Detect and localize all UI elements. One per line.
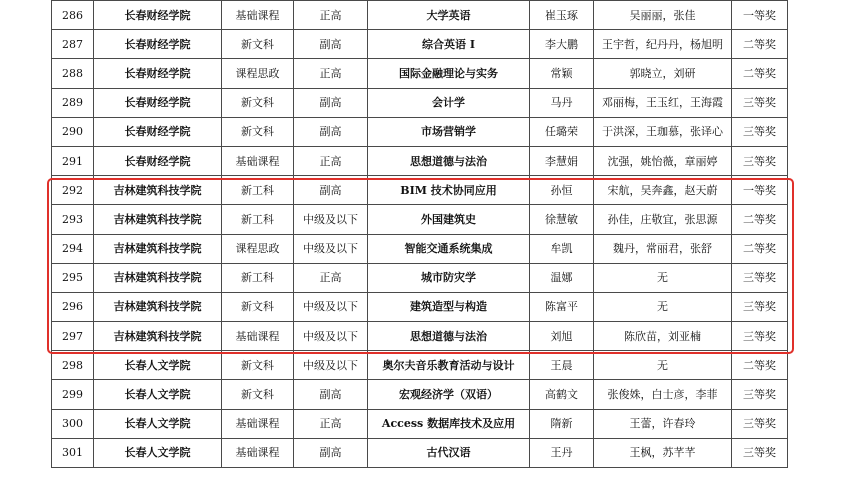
cell-row-number: 293: [52, 205, 94, 234]
cell-title-level: 中级及以下: [294, 234, 368, 263]
cell-team-members: 无: [594, 263, 732, 292]
cell-lead-teacher: 李慧娟: [530, 146, 594, 175]
cell-category: 新文科: [222, 117, 294, 146]
cell-team-members: 孙佳，庄敬宜，张思源: [594, 205, 732, 234]
table-row: [52, 409, 788, 438]
cell-row-number: 300: [52, 409, 94, 438]
table-row: [52, 234, 788, 263]
cell-category: 新工科: [222, 263, 294, 292]
cell-lead-teacher: 常颖: [530, 59, 594, 88]
cell-course-name: 国际金融理论与实务: [368, 59, 530, 88]
cell-lead-teacher: 任璐荣: [530, 117, 594, 146]
cell-category: 课程思政: [222, 59, 294, 88]
cell-team-members: 无: [594, 351, 732, 380]
cell-school: 长春财经学院: [94, 30, 222, 59]
cell-award: 三等奖: [732, 117, 788, 146]
cell-award: 三等奖: [732, 88, 788, 117]
cell-award: 三等奖: [732, 380, 788, 409]
cell-lead-teacher: 王晨: [530, 351, 594, 380]
cell-category: 新文科: [222, 380, 294, 409]
cell-school: 长春财经学院: [94, 88, 222, 117]
cell-team-members: 郭晓立，刘研: [594, 59, 732, 88]
cell-course-name: 思想道德与法治: [368, 146, 530, 175]
cell-course-name: 思想道德与法治: [368, 322, 530, 351]
table-row: [52, 30, 788, 59]
cell-title-level: 正高: [294, 1, 368, 30]
table-row: [52, 88, 788, 117]
cell-school: 吉林建筑科技学院: [94, 176, 222, 205]
cell-school: 长春财经学院: [94, 59, 222, 88]
cell-category: 新文科: [222, 88, 294, 117]
cell-award: 一等奖: [732, 1, 788, 30]
cell-award: 三等奖: [732, 263, 788, 292]
cell-course-name: 会计学: [368, 88, 530, 117]
cell-lead-teacher: 牟凯: [530, 234, 594, 263]
cell-school: 长春人文学院: [94, 438, 222, 467]
cell-team-members: 王蕾，许春玲: [594, 409, 732, 438]
cell-title-level: 副高: [294, 30, 368, 59]
cell-award: 三等奖: [732, 438, 788, 467]
cell-row-number: 299: [52, 380, 94, 409]
cell-award: 二等奖: [732, 59, 788, 88]
cell-row-number: 288: [52, 59, 94, 88]
table-row: [52, 322, 788, 351]
cell-award: 三等奖: [732, 292, 788, 321]
table-row: [52, 292, 788, 321]
cell-title-level: 正高: [294, 59, 368, 88]
cell-lead-teacher: 马丹: [530, 88, 594, 117]
cell-award: 三等奖: [732, 322, 788, 351]
cell-title-level: 正高: [294, 146, 368, 175]
cell-team-members: 张俊姝，白士彦，李菲: [594, 380, 732, 409]
cell-category: 基础课程: [222, 322, 294, 351]
cell-course-name: 市场营销学: [368, 117, 530, 146]
cell-title-level: 中级及以下: [294, 351, 368, 380]
cell-award: 二等奖: [732, 351, 788, 380]
awards-table: [51, 0, 788, 468]
cell-lead-teacher: 李大鹏: [530, 30, 594, 59]
cell-school: 长春财经学院: [94, 117, 222, 146]
table-row: [52, 146, 788, 175]
cell-title-level: 副高: [294, 380, 368, 409]
cell-category: 课程思政: [222, 234, 294, 263]
cell-lead-teacher: 温娜: [530, 263, 594, 292]
cell-row-number: 297: [52, 322, 94, 351]
cell-team-members: 陈欣苗，刘亚楠: [594, 322, 732, 351]
cell-course-name: BIM 技术协同应用: [368, 176, 530, 205]
cell-row-number: 291: [52, 146, 94, 175]
cell-school: 吉林建筑科技学院: [94, 322, 222, 351]
cell-lead-teacher: 王丹: [530, 438, 594, 467]
cell-row-number: 296: [52, 292, 94, 321]
cell-row-number: 295: [52, 263, 94, 292]
cell-lead-teacher: 高鹤文: [530, 380, 594, 409]
cell-row-number: 290: [52, 117, 94, 146]
cell-lead-teacher: 徐慧敏: [530, 205, 594, 234]
table-row: [52, 380, 788, 409]
cell-title-level: 副高: [294, 176, 368, 205]
cell-school: 长春财经学院: [94, 1, 222, 30]
cell-school: 吉林建筑科技学院: [94, 205, 222, 234]
cell-category: 基础课程: [222, 146, 294, 175]
cell-category: 新文科: [222, 292, 294, 321]
cell-row-number: 294: [52, 234, 94, 263]
table-row: [52, 205, 788, 234]
cell-school: 长春财经学院: [94, 146, 222, 175]
cell-team-members: 吴丽丽，张佳: [594, 1, 732, 30]
cell-course-name: 智能交通系统集成: [368, 234, 530, 263]
table-row: [52, 438, 788, 467]
cell-team-members: 宋航，吴奔鑫，赵天蔚: [594, 176, 732, 205]
cell-course-name: 综合英语 I: [368, 30, 530, 59]
cell-school: 吉林建筑科技学院: [94, 263, 222, 292]
cell-team-members: 魏丹，常丽君，张舒: [594, 234, 732, 263]
table-row: [52, 1, 788, 30]
cell-title-level: 副高: [294, 438, 368, 467]
table-row: [52, 117, 788, 146]
table-row: [52, 351, 788, 380]
cell-row-number: 298: [52, 351, 94, 380]
cell-row-number: 286: [52, 1, 94, 30]
cell-course-name: 古代汉语: [368, 438, 530, 467]
cell-title-level: 副高: [294, 117, 368, 146]
cell-team-members: 王枫，苏芊芊: [594, 438, 732, 467]
cell-school: 长春人文学院: [94, 409, 222, 438]
cell-award: 一等奖: [732, 176, 788, 205]
table-row: [52, 176, 788, 205]
cell-team-members: 无: [594, 292, 732, 321]
cell-school: 吉林建筑科技学院: [94, 234, 222, 263]
cell-title-level: 正高: [294, 263, 368, 292]
cell-category: 基础课程: [222, 1, 294, 30]
cell-title-level: 中级及以下: [294, 292, 368, 321]
cell-course-name: 城市防灾学: [368, 263, 530, 292]
cell-lead-teacher: 陈富平: [530, 292, 594, 321]
cell-award: 二等奖: [732, 205, 788, 234]
table-body: [52, 1, 788, 468]
table-row: [52, 59, 788, 88]
cell-award: 三等奖: [732, 409, 788, 438]
cell-school: 长春人文学院: [94, 351, 222, 380]
cell-school: 长春人文学院: [94, 380, 222, 409]
cell-course-name: 外国建筑史: [368, 205, 530, 234]
cell-title-level: 中级及以下: [294, 322, 368, 351]
cell-category: 基础课程: [222, 438, 294, 467]
cell-course-name: 宏观经济学（双语）: [368, 380, 530, 409]
cell-team-members: 王宇哲，纪丹丹，杨旭明: [594, 30, 732, 59]
cell-team-members: 邓丽梅，王玉红，王海霞: [594, 88, 732, 117]
cell-title-level: 副高: [294, 88, 368, 117]
cell-title-level: 正高: [294, 409, 368, 438]
cell-category: 新文科: [222, 30, 294, 59]
cell-lead-teacher: 刘旭: [530, 322, 594, 351]
cell-lead-teacher: 崔玉琢: [530, 1, 594, 30]
cell-row-number: 292: [52, 176, 94, 205]
cell-lead-teacher: 孙恒: [530, 176, 594, 205]
cell-course-name: 大学英语: [368, 1, 530, 30]
cell-category: 新工科: [222, 176, 294, 205]
cell-school: 吉林建筑科技学院: [94, 292, 222, 321]
cell-team-members: 沈强，姚怡薇，章丽婷: [594, 146, 732, 175]
cell-team-members: 于洪深，王珈慕，张译心: [594, 117, 732, 146]
cell-category: 新文科: [222, 351, 294, 380]
cell-lead-teacher: 隋新: [530, 409, 594, 438]
cell-row-number: 287: [52, 30, 94, 59]
table-row: [52, 263, 788, 292]
cell-course-name: 奥尔夫音乐教育活动与设计: [368, 351, 530, 380]
cell-award: 二等奖: [732, 234, 788, 263]
cell-row-number: 289: [52, 88, 94, 117]
cell-category: 新工科: [222, 205, 294, 234]
cell-course-name: 建筑造型与构造: [368, 292, 530, 321]
cell-category: 基础课程: [222, 409, 294, 438]
cell-course-name: Access 数据库技术及应用: [368, 409, 530, 438]
cell-row-number: 301: [52, 438, 94, 467]
cell-title-level: 中级及以下: [294, 205, 368, 234]
cell-award: 二等奖: [732, 30, 788, 59]
cell-award: 三等奖: [732, 146, 788, 175]
